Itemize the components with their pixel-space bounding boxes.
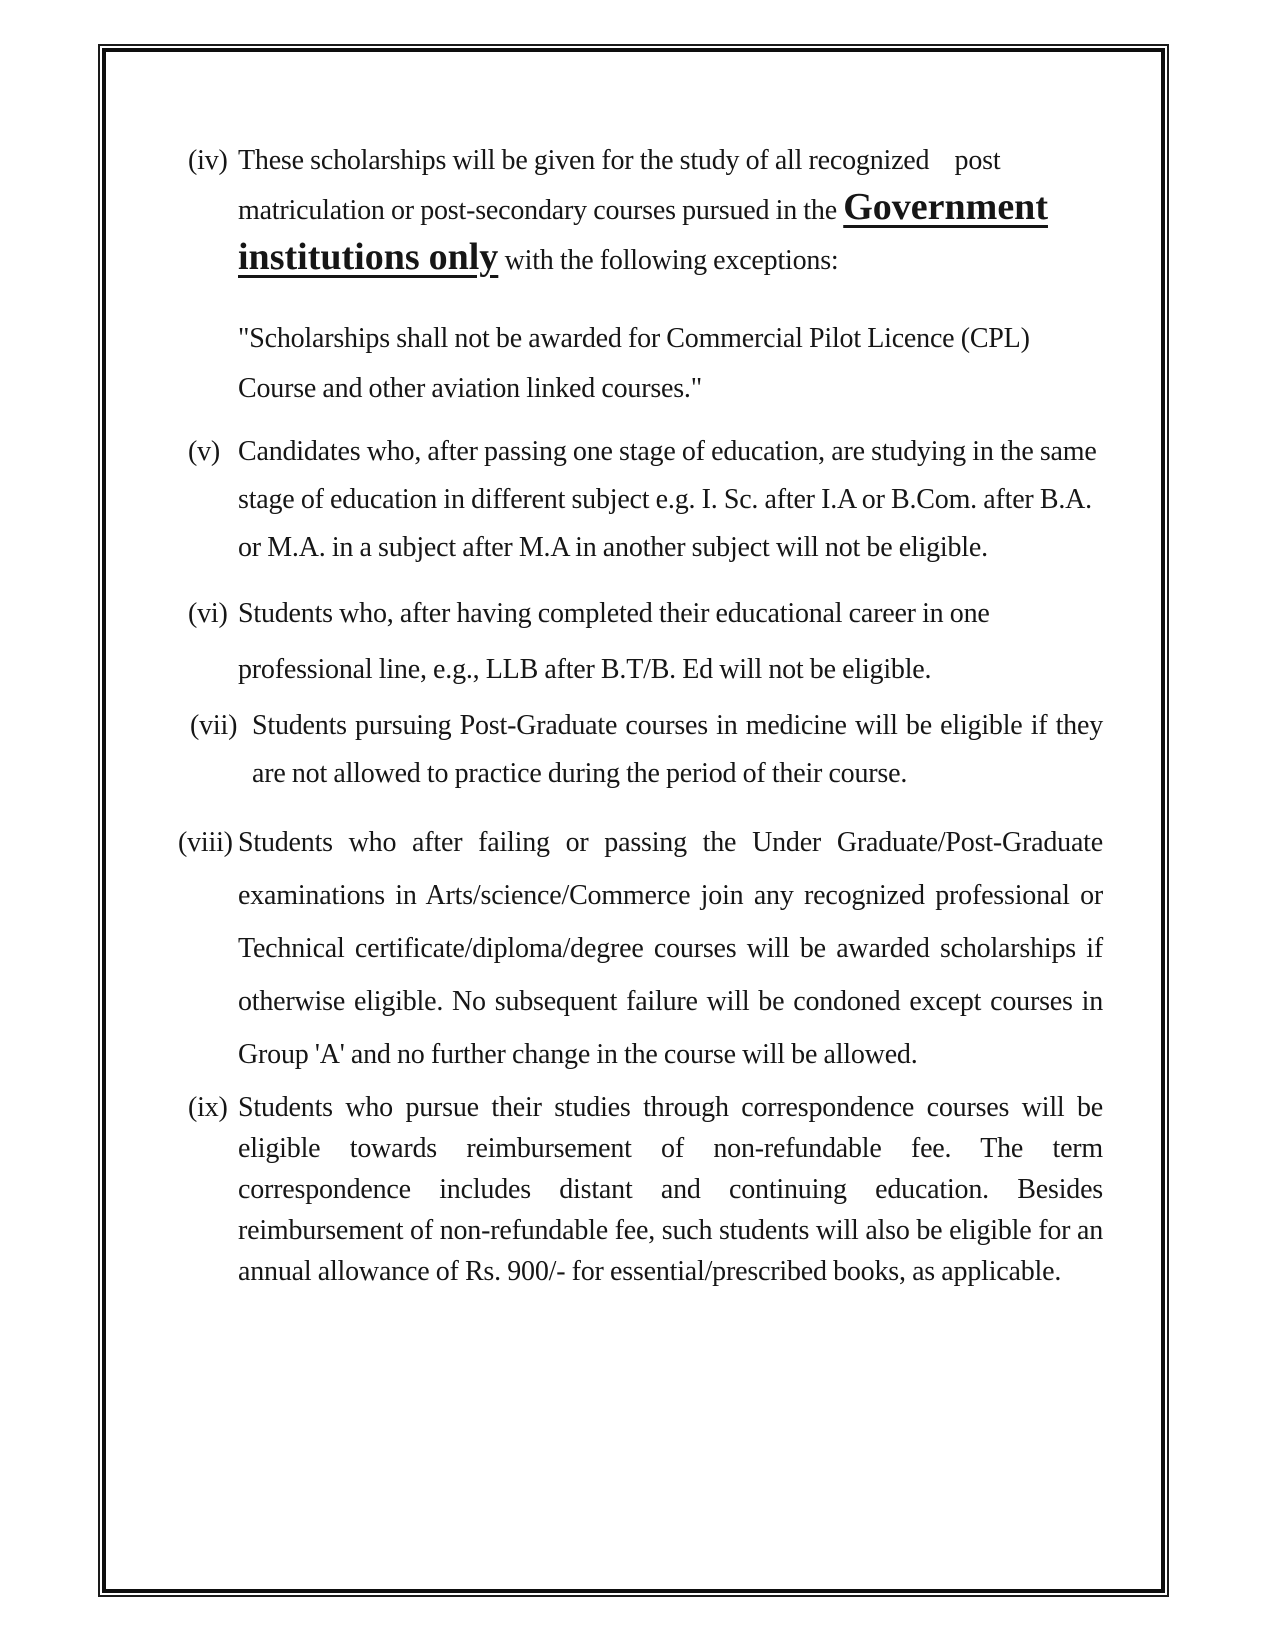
clause-iv (188, 138, 1103, 284)
clause-vi (188, 586, 1103, 698)
clause-vii (188, 702, 1103, 798)
clause-ix (188, 1087, 1103, 1292)
clause-v (188, 428, 1103, 572)
clause-vi-text: Students who, after having completed their educational career in one professional line, e.g., LLB after B.T/B. Ed will not be eligible. (238, 598, 990, 685)
clause-iv-highlight: Government institutions only (238, 186, 1048, 278)
clause-ix-marker: (ix) (188, 1092, 228, 1123)
clause-viii (178, 816, 1103, 1081)
clause-viii-marker: (viii) (178, 827, 233, 858)
page-border-frame (98, 44, 1169, 1597)
cpl-exception-quote-text: "Scholarships shall not be awarded for Commercial Pilot Licence (CPL) Course and other aviation linked courses." (238, 323, 1030, 404)
clause-v-text: Candidates who, after passing one stage of education, are studying in the same stage of education in different subject e.g. I. Sc. after I.A or B.Com. after B.A. or M.A. in a subject after M.A in another subject will not be eligible. (238, 436, 1097, 563)
clause-viii-text: Students who after failing or passing the Under Graduate/Post-Graduate examinations in Arts/science/Commerce join any recognized professional or Technical certificate/diploma/degree courses will be awarded scholarships if otherwise eligible. No subsequent failure will be condoned except courses in Group 'A' and no further change in the course will be allowed. (238, 827, 1103, 1070)
document-content (106, 52, 1161, 1292)
clause-ix-text: Students who pursue their studies through correspondence courses will be eligible towards reimbursement of non-refundable fee. The term correspondence includes distant and continuing education. Besides reimbursement of non-refundable fee, such students will also be eligible for an annual allowance of Rs. 900/- for essential/prescribed books, as applicable. (238, 1092, 1103, 1287)
clause-vi-marker: (vi) (188, 598, 228, 629)
page-border-inner (102, 48, 1165, 1593)
cpl-exception-quote (188, 314, 1103, 414)
clause-v-marker: (v) (188, 436, 221, 467)
clause-vii-text: Students pursuing Post-Graduate courses in medicine will be eligible if they are not allowed to practice during the period of their course. (252, 710, 1103, 789)
clause-iv-text-after: with the following exceptions: (498, 245, 839, 276)
clause-vii-marker: (vii) (190, 710, 238, 741)
clause-iv-text-before: These scholarships will be given for the study of all recognized post matriculation or post-secondary courses pursued in the (238, 145, 1001, 226)
clause-iv-marker: (iv) (188, 145, 228, 176)
